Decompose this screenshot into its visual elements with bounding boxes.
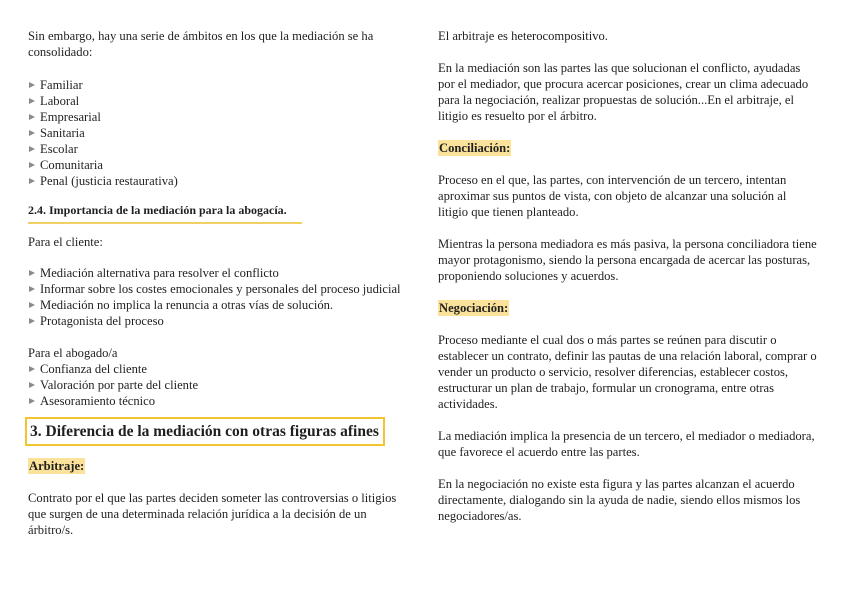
abogado-item: Asesoramiento técnico [28,393,408,409]
ambito-item: Penal (justicia restaurativa) [28,173,408,189]
abogado-item: Valoración por parte del cliente [28,377,408,393]
arbitraje-definition: Contrato por el que las partes deciden someter las controversias o litigios que surgen de una determinada relación jurídica a la decisión de un árbitro/s. [28,491,397,537]
negociacion-definition: Proceso mediante el cual dos o más partes se reúnen para discutir o establecer un contrato, definir las pautas de una relación laboral, comprar o vender un producto o servicio, resolver diferencias, establecer costos, estructurar un plan de trabajo, formular un cronograma, entre otras actividades. [438,333,817,411]
section-3-heading-wrap [28,417,408,446]
cliente-list [28,265,408,329]
negociacion-label-wrap [438,300,818,316]
abogado-list [28,361,408,409]
ambitos-list [28,77,408,189]
left-column [28,28,408,538]
cliente-item: Protagonista del proceso [28,313,408,329]
abogado-item: Confianza del cliente [28,361,408,377]
section-3-heading: 3. Diferencia de la mediación con otras figuras afines [25,417,385,446]
arbitraje-hetero: El arbitraje es heterocompositivo. [438,29,608,43]
mediacion-vs-arbitraje: En la mediación son las partes las que solucionan el conflicto, ayudadas por el mediador, que procura acercar posiciones, crear un clima adecuado para la negociación, realizar propuestas de solución...En el arbitraje, el litigio es resuelto por el árbitro. [438,61,809,123]
cliente-item: Informar sobre los costes emocionales y personales del proceso judicial [28,281,408,297]
negociacion-mediacion: La mediación implica la presencia de un tercero, el mediador o mediadora, que favorece el acuerdo entre las partes. [438,429,815,459]
arbitraje-label-wrap [28,458,408,474]
cliente-intro: Para el cliente: [28,235,103,249]
ambito-item: Empresarial [28,109,408,125]
ambito-item: Familiar [28,77,408,93]
section-24-heading-wrap [28,202,408,224]
ambitos-intro: Sin embargo, hay una serie de ámbitos en los que la mediación se ha consolidado: [28,29,374,59]
cliente-item: Mediación alternativa para resolver el conflicto [28,265,408,281]
arbitraje-label: Arbitraje: [29,459,85,473]
abogado-intro: Para el abogado/a [28,346,118,360]
ambito-item: Sanitaria [28,125,408,141]
conciliacion-comparison: Mientras la persona mediadora es más pasiva, la persona conciliadora tiene mayor protagonismo, siendo la persona encargada de acercar las posturas, proponiendo soluciones y acuerdos. [438,237,817,283]
conciliacion-label: Conciliación: [439,141,511,155]
cliente-item: Mediación no implica la renuncia a otras vías de solución. [28,297,408,313]
negociacion-sin-tercero: En la negociación no existe esta figura y las partes alcanzan el acuerdo directamente, dialogando sin la ayuda de nadie, siendo ellos mismos los negociadores/as. [438,477,801,523]
ambito-item: Comunitaria [28,157,408,173]
conciliacion-definition: Proceso en el que, las partes, con intervención de un tercero, intentan aproximar sus puntos de vista, con objeto de alcanzar una solución al litigio que tienen planteado. [438,173,787,219]
ambito-item: Laboral [28,93,408,109]
conciliacion-label-wrap [438,140,818,156]
right-column [438,28,818,524]
negociacion-label: Negociación: [439,301,509,315]
section-24-heading: 2.4. Importancia de la mediación para la abogacía. [28,202,302,224]
ambito-item: Escolar [28,141,408,157]
